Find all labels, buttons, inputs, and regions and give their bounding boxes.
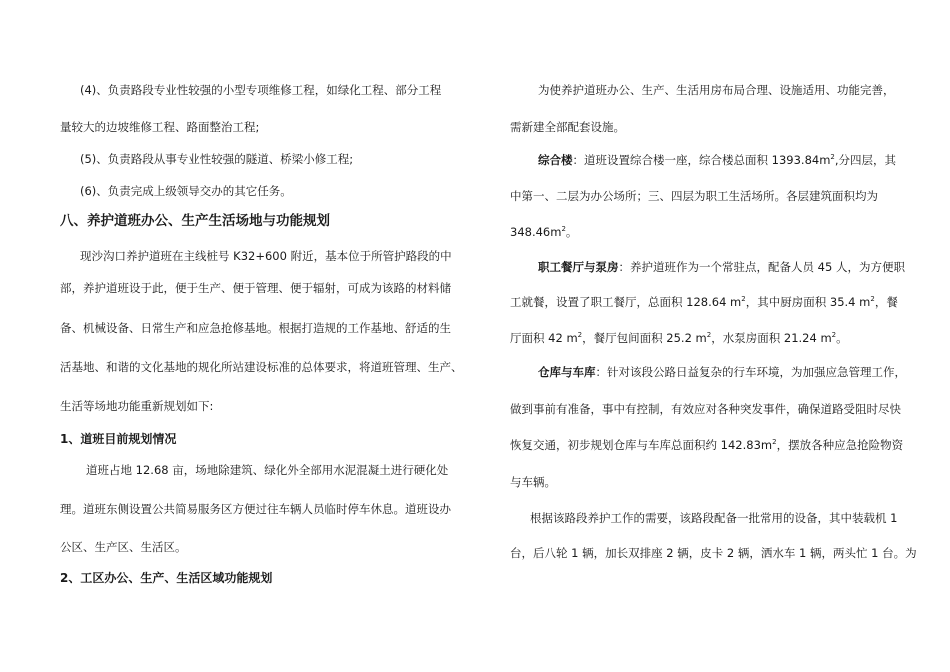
subsection-heading-2: 2、工区办公、生产、生活区域功能规划 — [60, 571, 273, 585]
paragraph-line: 台，后八轮 1 辆，加长双排座 2 辆，皮卡 2 辆，洒水车 1 辆，两头忙 1 台。为 — [510, 546, 917, 560]
list-item-4-cont: 量较大的边坡维修工程、路面整治工程; — [60, 120, 260, 134]
paragraph-line — [510, 225, 577, 239]
canteen-label: 职工餐厅与泵房 — [538, 260, 619, 274]
warehouse-text: ：针对该段公路日益复杂的行车环境，为加强应急管理工作， — [595, 365, 906, 379]
canteen-text: ：养护道班作为一个常驻点，配备人员 45 人，为方便职 — [618, 260, 905, 274]
building-paragraph-line — [538, 153, 896, 167]
paragraph-line: 部，养护道班设于此，便于生产、便于管理、便于辐射，可成为该路的材料储 — [60, 281, 451, 295]
building-text: ,分四层，其 — [834, 153, 897, 167]
canteen-text: 工就餐，设置了职工餐厅，总面积 128.64 m — [510, 295, 742, 309]
superscript: 2 — [561, 225, 566, 234]
building-text: ：道班设置综合楼一座，综合楼总面积 1393.84m — [572, 153, 831, 167]
paragraph-line: 公区、生产区、生活区。 — [60, 540, 187, 554]
canteen-text: ，餐厅包间面积 25.2 m — [582, 331, 707, 345]
paragraph-line: 与车辆。 — [510, 475, 556, 489]
canteen-text: ，餐 — [874, 295, 898, 309]
superscript: 2 — [831, 331, 837, 340]
canteen-text: ，水泵房面积 21.24 m — [711, 331, 832, 345]
superscript: 2 — [706, 331, 712, 340]
canteen-paragraph-line — [538, 260, 905, 274]
superscript: 2 — [870, 295, 875, 304]
paragraph-line: 活基地、和谐的文化基地的规化所站建设标准的总体要求，将道班管理、生产、 — [60, 360, 463, 374]
paragraph-line: 中第一、二层为办公场所；三、四层为职工生活场所。各层建筑面积均为 — [510, 189, 878, 203]
list-item-5: (5)、负责路段从事专业性较强的隧道、桥梁小修工程; — [80, 152, 354, 166]
paragraph-line: 理。道班东侧设置公共简易服务区方便过往车辆人员临时停车休息。道班设办 — [60, 502, 451, 516]
paragraph-line: 根据该路段养护工作的需要，该路段配备一批常用的设备，其中装载机 1 — [530, 511, 898, 525]
paragraph-line: 生活等场地功能重新规划如下: — [60, 399, 214, 413]
list-item-6: (6)、负责完成上级领导交办的其它任务。 — [80, 184, 292, 198]
canteen-text: 厅面积 42 m — [510, 331, 578, 345]
paragraph-line: 备、机械设备、日常生产和应急抢修基地。根据打造规的工作基地、舒适的生 — [60, 321, 451, 335]
superscript: 2 — [577, 331, 583, 340]
paragraph-line — [510, 295, 898, 309]
warehouse-text: 恢复交通，初步规划仓库与车库总面积约 142.83m — [510, 438, 773, 452]
list-item-4: (4)、负责路段专业性较强的小型专项维修工程，如绿化工程、部分工程 — [80, 83, 442, 97]
paragraph-line: 现沙沟口养护道班在主线桩号 K32+600 附近，基本位于所管护路段的中 — [80, 249, 452, 263]
paragraph-line: 需新建全部配套设施。 — [510, 120, 625, 134]
area-value: 348.46m — [510, 225, 562, 239]
superscript: 2 — [830, 153, 835, 162]
paragraph-line — [510, 331, 848, 345]
warehouse-paragraph-line — [538, 365, 906, 379]
warehouse-text: ，摆放各种应急抢险物资 — [776, 438, 904, 452]
punctuation: 。 — [565, 225, 578, 239]
paragraph-line: 做到事前有准备，事中有控制，有效应对各种突发事件，确保道路受阻时尽快 — [510, 402, 901, 416]
section-heading-8: 八、养护道班办公、生产生活场地与功能规划 — [60, 213, 330, 229]
punctuation: 。 — [836, 331, 848, 345]
subsection-heading-1: 1、道班目前规划情况 — [60, 432, 177, 446]
paragraph-line: 为使养护道班办公、生产、生活用房布局合理、设施适用、功能完善， — [538, 83, 895, 97]
building-label: 综合楼 — [538, 153, 573, 167]
canteen-text: ，其中厨房面积 35.4 m — [745, 295, 871, 309]
superscript: 2 — [741, 295, 746, 304]
paragraph-line — [510, 438, 903, 452]
paragraph-line: 道班占地 12.68 亩，场地除建筑、绿化外全部用水泥混凝土进行硬化处 — [86, 463, 449, 477]
superscript: 2 — [772, 438, 777, 447]
warehouse-label: 仓库与车库 — [538, 365, 596, 379]
